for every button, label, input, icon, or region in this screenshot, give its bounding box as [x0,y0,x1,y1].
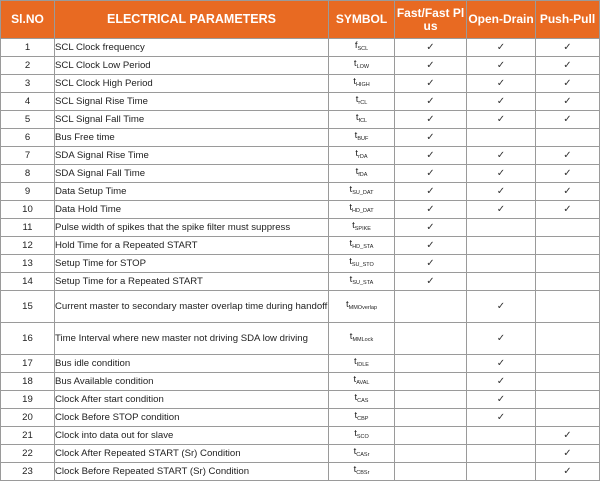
parameter-symbol [329,75,395,93]
table-row [1,57,600,75]
table-row [1,255,600,273]
symbol-subscript: LOW [356,64,370,70]
push-pull-check-icon: ✓ [536,93,600,111]
parameter-name: Current master to secondary master overlap time during handoff [55,291,329,323]
symbol-letter: t [349,184,353,195]
symbol-subscript: CBSr [356,470,370,476]
header-push-pull: Push-Pull [536,1,600,39]
row-number: 16 [1,323,55,355]
table-row [1,237,600,255]
push-pull-check-icon: ✓ [536,111,600,129]
symbol-letter: t [354,356,357,367]
symbol-letter: t [352,220,355,231]
parameter-symbol [329,323,395,355]
push-pull-check-icon [536,237,600,255]
fast-mode-check-icon: ✓ [395,75,467,93]
fast-mode-check-icon [395,323,467,355]
push-pull-check-icon [536,391,600,409]
row-number: 4 [1,93,55,111]
parameter-symbol [329,201,395,219]
symbol-letter: t [355,94,359,105]
symbol-subscript: CBP [357,416,369,422]
push-pull-check-icon [536,129,600,147]
push-pull-check-icon: ✓ [536,165,600,183]
fast-mode-check-icon: ✓ [395,183,467,201]
symbol-subscript: CASr [356,452,370,458]
parameter-name: Clock After start condition [55,391,329,409]
parameter-symbol [329,147,395,165]
symbol-subscript: BUF [357,136,369,142]
fast-mode-check-icon: ✓ [395,237,467,255]
push-pull-check-icon [536,291,600,323]
table-row [1,165,600,183]
push-pull-check-icon: ✓ [536,147,600,165]
parameter-name: SCL Clock High Period [55,75,329,93]
table-row [1,427,600,445]
push-pull-check-icon [536,219,600,237]
symbol-subscript: SU_DAT [352,190,374,196]
fast-mode-check-icon [395,373,467,391]
symbol-subscript: HD_DAT [352,208,374,214]
parameter-name: Setup Time for a Repeated START [55,273,329,291]
parameter-symbol [329,165,395,183]
parameter-name: SDA Signal Rise Time [55,147,329,165]
parameter-symbol [329,273,395,291]
open-drain-check-icon: ✓ [467,355,536,373]
symbol-letter: t [354,428,357,439]
open-drain-check-icon [467,237,536,255]
parameter-name: Clock After Repeated START (Sr) Condition [55,445,329,463]
row-number: 3 [1,75,55,93]
row-number: 23 [1,463,55,481]
table-row [1,147,600,165]
fast-mode-check-icon: ✓ [395,129,467,147]
open-drain-check-icon [467,129,536,147]
row-number: 6 [1,129,55,147]
table-row [1,373,600,391]
fast-mode-check-icon: ✓ [395,57,467,75]
fast-mode-check-icon: ✓ [395,273,467,291]
open-drain-check-icon: ✓ [467,165,536,183]
push-pull-check-icon [536,373,600,391]
fast-mode-check-icon [395,355,467,373]
table-row [1,201,600,219]
table-row [1,323,600,355]
parameter-name: Setup Time for STOP [55,255,329,273]
parameter-symbol [329,111,395,129]
symbol-subscript: fDA [358,172,368,178]
symbol-letter: t [349,238,353,249]
symbol-subscript: SPIKE [354,226,371,232]
fast-mode-check-icon: ✓ [395,255,467,273]
parameter-symbol [329,291,395,323]
row-number: 19 [1,391,55,409]
symbol-letter: t [353,58,357,69]
symbol-letter: t [355,166,359,177]
fast-mode-check-icon: ✓ [395,165,467,183]
parameter-symbol [329,255,395,273]
parameter-symbol [329,129,395,147]
fast-mode-check-icon: ✓ [395,147,467,165]
open-drain-check-icon: ✓ [467,183,536,201]
parameter-name: Bus idle condition [55,355,329,373]
row-number: 21 [1,427,55,445]
row-number: 22 [1,445,55,463]
fast-mode-check-icon: ✓ [395,201,467,219]
row-number: 1 [1,39,55,57]
row-number: 14 [1,273,55,291]
symbol-subscript: HD_STA [352,244,374,250]
open-drain-check-icon: ✓ [467,147,536,165]
symbol-letter: t [355,148,359,159]
push-pull-check-icon [536,255,600,273]
symbol-subscript: SCO [356,434,369,440]
parameter-symbol [329,427,395,445]
table-row [1,111,600,129]
parameter-symbol [329,57,395,75]
push-pull-check-icon [536,355,600,373]
parameter-name: SCL Clock frequency [55,39,329,57]
row-number: 9 [1,183,55,201]
symbol-subscript: IDLE [356,362,369,368]
fast-mode-check-icon [395,391,467,409]
symbol-subscript: rDA [358,154,368,160]
row-number: 2 [1,57,55,75]
push-pull-check-icon: ✓ [536,183,600,201]
table-row [1,291,600,323]
open-drain-check-icon: ✓ [467,409,536,427]
parameter-symbol [329,219,395,237]
symbol-letter: t [353,446,357,457]
fast-mode-check-icon [395,427,467,445]
parameter-symbol [329,93,395,111]
parameter-name: Clock Before STOP condition [55,409,329,427]
row-number: 5 [1,111,55,129]
push-pull-check-icon: ✓ [536,427,600,445]
table-body [1,39,600,481]
header-electrical-parameters: ELECTRICAL PARAMETERS [55,1,329,39]
symbol-subscript: fCL [358,118,368,124]
table-row [1,273,600,291]
open-drain-check-icon: ✓ [467,391,536,409]
parameter-symbol [329,445,395,463]
table-row [1,445,600,463]
push-pull-check-icon: ✓ [536,463,600,481]
table-row [1,183,600,201]
fast-mode-check-icon: ✓ [395,219,467,237]
header-fast-fast-plus: Fast/Fast Plus [395,1,467,39]
fast-mode-check-icon: ✓ [395,111,467,129]
parameter-symbol [329,409,395,427]
row-number: 20 [1,409,55,427]
row-number: 15 [1,291,55,323]
symbol-subscript: HIGH [355,82,370,88]
table-row [1,219,600,237]
symbol-letter: t [355,112,359,123]
parameter-name: SDA Signal Fall Time [55,165,329,183]
open-drain-check-icon: ✓ [467,201,536,219]
row-number: 18 [1,373,55,391]
symbol-subscript: SU_STO [351,262,374,268]
parameter-symbol [329,391,395,409]
parameter-name: Clock Before Repeated START (Sr) Condition [55,463,329,481]
open-drain-check-icon [467,273,536,291]
push-pull-check-icon: ✓ [536,445,600,463]
push-pull-check-icon [536,409,600,427]
parameter-name: Bus Available condition [55,373,329,391]
symbol-subscript: SCL [357,46,369,52]
open-drain-check-icon: ✓ [467,57,536,75]
open-drain-check-icon [467,255,536,273]
symbol-letter: t [349,331,353,342]
open-drain-check-icon: ✓ [467,93,536,111]
push-pull-check-icon [536,323,600,355]
open-drain-check-icon: ✓ [467,75,536,93]
symbol-letter: t [354,410,358,421]
symbol-letter: t [349,256,352,267]
row-number: 11 [1,219,55,237]
push-pull-check-icon: ✓ [536,39,600,57]
push-pull-check-icon: ✓ [536,57,600,75]
table-header-row [1,1,600,39]
fast-mode-check-icon: ✓ [395,93,467,111]
table-row [1,93,600,111]
table-row [1,391,600,409]
open-drain-check-icon: ✓ [467,291,536,323]
row-number: 13 [1,255,55,273]
symbol-letter: t [354,130,358,141]
open-drain-check-icon [467,219,536,237]
header-open-drain: Open-Drain [467,1,536,39]
parameter-name: SCL Clock Low Period [55,57,329,75]
parameter-symbol [329,39,395,57]
parameter-name: Bus Free time [55,129,329,147]
fast-mode-check-icon [395,445,467,463]
symbol-letter: t [353,374,357,385]
fast-mode-check-icon: ✓ [395,39,467,57]
row-number: 8 [1,165,55,183]
push-pull-check-icon: ✓ [536,75,600,93]
row-number: 12 [1,237,55,255]
symbol-letter: t [349,202,353,213]
symbol-letter: t [345,299,349,310]
symbol-letter: t [349,274,353,285]
table-row [1,39,600,57]
row-number: 7 [1,147,55,165]
table-row [1,355,600,373]
open-drain-check-icon: ✓ [467,39,536,57]
symbol-subscript: CAS [357,398,369,404]
header-symbol: SYMBOL [329,1,395,39]
header-sl-no: Sl.NO [1,1,55,39]
open-drain-check-icon: ✓ [467,373,536,391]
parameter-name: Pulse width of spikes that the spike filter must suppress [55,219,329,237]
table-row [1,75,600,93]
open-drain-check-icon: ✓ [467,323,536,355]
symbol-letter: t [353,76,356,87]
row-number: 17 [1,355,55,373]
symbol-subscript: rCL [358,100,368,106]
symbol-letter: t [354,392,358,403]
table-row [1,129,600,147]
parameter-symbol [329,237,395,255]
parameter-name: Data Setup Time [55,183,329,201]
open-drain-check-icon [467,445,536,463]
parameter-name: Time Interval where new master not driving SDA low driving [55,323,329,355]
fast-mode-check-icon [395,291,467,323]
parameter-symbol [329,183,395,201]
symbol-letter: t [353,464,357,475]
open-drain-check-icon: ✓ [467,111,536,129]
fast-mode-check-icon [395,409,467,427]
push-pull-check-icon: ✓ [536,201,600,219]
parameter-name: SCL Signal Fall Time [55,111,329,129]
parameter-name: Clock into data out for slave [55,427,329,445]
push-pull-check-icon [536,273,600,291]
symbol-letter: f [354,40,358,51]
parameter-symbol [329,373,395,391]
symbol-subscript: SU_STA [352,280,374,286]
symbol-subscript: MMOverlap [348,305,378,311]
open-drain-check-icon [467,427,536,445]
parameter-name: Hold Time for a Repeated START [55,237,329,255]
row-number: 10 [1,201,55,219]
table-row [1,409,600,427]
symbol-subscript: MMLock [352,337,374,343]
parameter-name: SCL Signal Rise Time [55,93,329,111]
symbol-subscript: AVAL [356,380,370,386]
parameter-name: Data Hold Time [55,201,329,219]
parameter-symbol [329,355,395,373]
